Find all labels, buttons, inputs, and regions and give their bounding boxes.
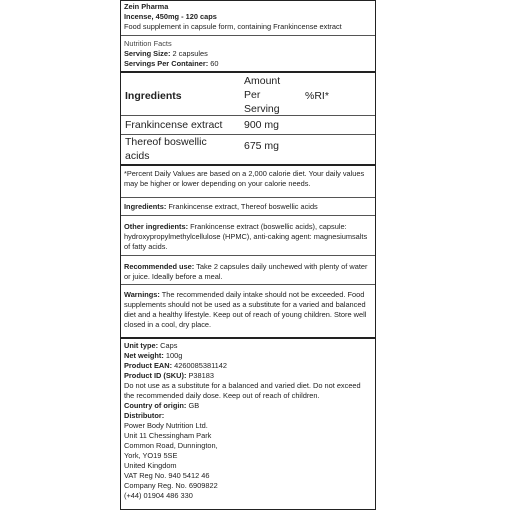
recommended-use-section [121,262,375,282]
country-of-origin-value: GB [188,401,200,410]
ingredients-value: Frankincense extract, Thereof boswellic acids [168,202,318,211]
other-ingredients-label: Other ingredients: [124,222,189,231]
supplement-label [120,0,376,510]
serving-size-value: 2 capsules [172,49,208,58]
nutrient-amount: 900 mg [244,119,280,131]
country-of-origin-label: Country of origin: [124,401,187,410]
product-ean-value: 4260085381142 [174,361,227,370]
warnings-label: Warnings: [124,290,160,299]
ingredients-label: Ingredients: [124,202,167,211]
net-weight-value: 100g [165,351,183,360]
distributor-line: VAT Reg No. 940 5412 46 [124,471,210,480]
product-sku-label: Product ID (SKU): [124,371,187,380]
distributor-line: United Kingdom [124,461,177,470]
ingredients-section [121,202,375,212]
nutrition-facts-header [121,39,375,69]
amount-per-serving-column-header: Amount Per Serving [244,75,281,115]
unit-type-value: Caps [160,341,178,350]
recommended-use-value: Take 2 capsules daily unchewed with plenty of water or juice. Ideally before a meal. [124,262,368,281]
product-ean-label: Product EAN: [124,361,173,370]
brand-name: Zein Pharma [124,2,169,11]
distributor-line: Company Reg. No. 6909822 [124,481,218,490]
nutrient-name: Frankincense extract [125,119,223,131]
servings-per-container-label: Servings Per Container: [124,59,209,68]
divider [121,71,375,73]
ri-column-header: %RI* [305,90,329,102]
product-name: Incense, 450mg - 120 caps [124,12,217,21]
distributor-line: Unit 11 Chessingham Park [124,431,212,440]
product-details-section [121,341,375,501]
divider [121,284,375,285]
nutrition-facts-title: Nutrition Facts [124,39,172,48]
distributor-line: Power Body Nutrition Ltd. [124,421,208,430]
distributor-line: (+44) 01904 486 330 [124,491,193,500]
serving-size-label: Serving Size: [124,49,171,58]
daily-value-footnote: *Percent Daily Values are based on a 2,000 calorie diet. Your daily values may be higher or lower depending on your calorie needs. [124,169,365,188]
warnings-section [121,290,375,330]
divider [121,35,375,36]
distributor-line: York, YO19 5SE [124,451,178,460]
distributor-line: Common Road, Dunnington, [124,441,218,450]
nutrient-name: Thereof boswellic acids [125,136,207,162]
divider [121,215,375,216]
other-ingredients-value: Frankincense extract (boswellic acids), capsule: hydroxypropylmethylcellulose (HPMC), anti-caking agent: magnesiumsalts of fatty acids. [124,222,368,251]
warnings-value: The recommended daily intake should not be exceeded. Food supplements should not be used as a substitute for a varied and balanced diet and a healthy lifestyle. Keep out of reach of young children. Store well closed in a cool, dry place. [124,290,367,329]
divider [121,337,375,339]
ingredients-column-header: Ingredients [125,90,182,102]
product-sku-value: P38183 [188,371,214,380]
net-weight-label: Net weight: [124,351,164,360]
unit-type-label: Unit type: [124,341,159,350]
usage-disclaimer: Do not use as a substitute for a balanced and varied diet. Do not exceed the recommended daily dose. Keep out of reach of children. [124,381,361,400]
other-ingredients-section [121,222,375,252]
distributor-label: Distributor: [124,411,165,420]
divider [121,255,375,256]
divider [121,164,375,166]
divider [121,197,375,198]
nutrient-amount: 675 mg [244,140,280,152]
divider [121,115,375,116]
product-header [121,2,375,32]
servings-per-container-value: 60 [210,59,219,68]
product-description: Food supplement in capsule form, containing Frankincense extract [124,22,342,31]
recommended-use-label: Recommended use: [124,262,195,271]
